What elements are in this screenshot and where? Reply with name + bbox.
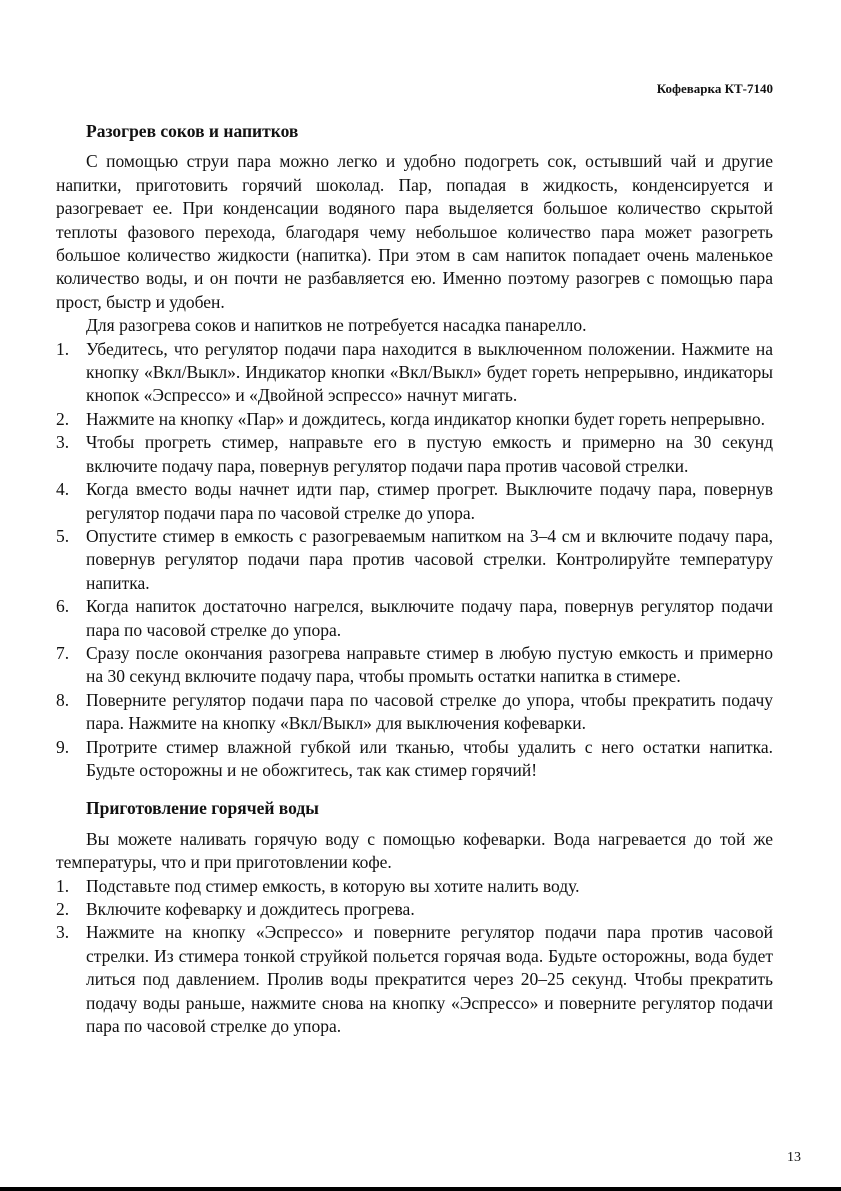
list-item (56, 689, 773, 736)
step-number: 7. (56, 642, 70, 663)
step-number: 3. (56, 432, 70, 453)
page-number: 13 (787, 1150, 801, 1165)
list-item (56, 898, 773, 921)
step-text: Чтобы прогреть стимер, направьте его в пустую емкость и примерно на 30 секунд включите подачу пара, повернув регулятор подачи пара против часовой стрелки. (86, 432, 773, 476)
step-text: Нажмите на кнопку «Эспрессо» и поверните регулятор подачи пара против часовой стрелки. Из стимера тонкой струйкой польется горячая вода. Будьте осторожны, вода будет литься под давлением. Пролив воды прекратится через 20–25 секунд. Чтобы прекратить подачу воды раньше, нажмите снова на кнопку «Эспрессо» и поверните регулятор подачи пара по часовой стрелке до упора. (86, 922, 773, 1037)
step-number: 6. (56, 596, 70, 617)
step-number: 8. (56, 689, 70, 710)
step-text: Нажмите на кнопку «Пар» и дождитесь, когда индикатор кнопки будет гореть непрерывно. (86, 408, 765, 429)
step-number: 2. (56, 899, 70, 919)
step-text: Протрите стимер влажной губкой или тканью, чтобы удалить с него остатки напитка. Будьте осторожны и не обожгитесь, так как стимер горячий! (86, 736, 773, 780)
step-number: 4. (56, 479, 70, 500)
step-text: Когда напиток достаточно нагрелся, выключите подачу пара, повернув регулятор подачи пара по часовой стрелке до упора. (86, 596, 773, 640)
step-text: Поверните регулятор подачи пара по часовой стрелке до упора, чтобы прекратить подачу пара. Нажмите на кнопку «Вкл/Выкл» для выключения кофеварки. (86, 689, 773, 734)
step-text: Подставьте под стимер емкость, в которую вы хотите налить воду. (86, 875, 580, 896)
steps-list-hot-water (56, 875, 773, 1039)
step-text: Включите кофеварку и дождитесь прогрева. (86, 899, 415, 919)
list-item (56, 338, 773, 408)
running-header: Кофеварка КТ-7140 (656, 81, 773, 96)
step-number: 1. (56, 338, 70, 359)
step-number: 1. (56, 875, 70, 896)
paragraph-intro: С помощью струи пара можно легко и удобно подогреть сок, остывший чай и другие напитки, приготовить горячий шоколад. Пар, попадая в жидкость, конденсируется и разогревает ее. При конденсации водяного пара выделяется большое количество скрытой теплоты фазового перехода, благодаря чему небольшое количество пара может разогреть большое количество жидкости (напитка). При этом в сам напиток попадает очень маленькое количество воды, и он почти не разбавляется ею. Именно поэтому разогрев с помощью пара прост, быстр и удобен. (56, 151, 773, 312)
list-item (56, 595, 773, 642)
list-item (56, 875, 773, 898)
section-title-hot-water: Приготовление горячей воды (86, 798, 319, 819)
list-item (56, 736, 773, 783)
step-number: 9. (56, 736, 70, 757)
list-item (56, 478, 773, 525)
list-item (56, 525, 773, 595)
list-item (56, 921, 773, 1038)
list-item (56, 408, 773, 431)
paragraph-note: Для разогрева соков и напитков не потребуется насадка панарелло. (86, 315, 587, 336)
steps-list-juice-heating (56, 338, 773, 783)
section-title-juice-heating: Разогрев соков и напитков (86, 121, 299, 141)
step-text: Опустите стимер в емкость с разогреваемым напитком на 3–4 см и включите подачу пара, повернув регулятор подачи пара против часовой стрелки. Контролируйте температуру напитка. (86, 525, 773, 593)
step-number: 5. (56, 525, 70, 546)
step-number: 3. (56, 922, 70, 943)
document-body (56, 120, 773, 1038)
step-text: Когда вместо воды начнет идти пар, стимер прогрет. Выключите подачу пара, повернув регулятор подачи пара по часовой стрелке до упора. (86, 479, 773, 523)
bottom-border (0, 1187, 841, 1191)
paragraph-hot-water-intro: Вы можете наливать горячую воду с помощью кофеварки. Вода нагревается до той же температуры, что и при приготовлении кофе. (56, 828, 773, 873)
list-item (56, 642, 773, 689)
step-text: Сразу после окончания разогрева направьте стимер в любую пустую емкость и примерно на 30 секунд включите подачу пара, чтобы промыть остатки напитка в стимере. (86, 642, 773, 687)
list-item (56, 431, 773, 478)
step-number: 2. (56, 408, 70, 429)
step-text: Убедитесь, что регулятор подачи пара находится в выключенном положении. Нажмите на кнопку «Вкл/Выкл». Индикатор кнопки «Вкл/Выкл» будет гореть непрерывно, индикаторы кнопок «Эспрессо» и «Двойной эспрессо» начнут мигать. (86, 338, 773, 406)
